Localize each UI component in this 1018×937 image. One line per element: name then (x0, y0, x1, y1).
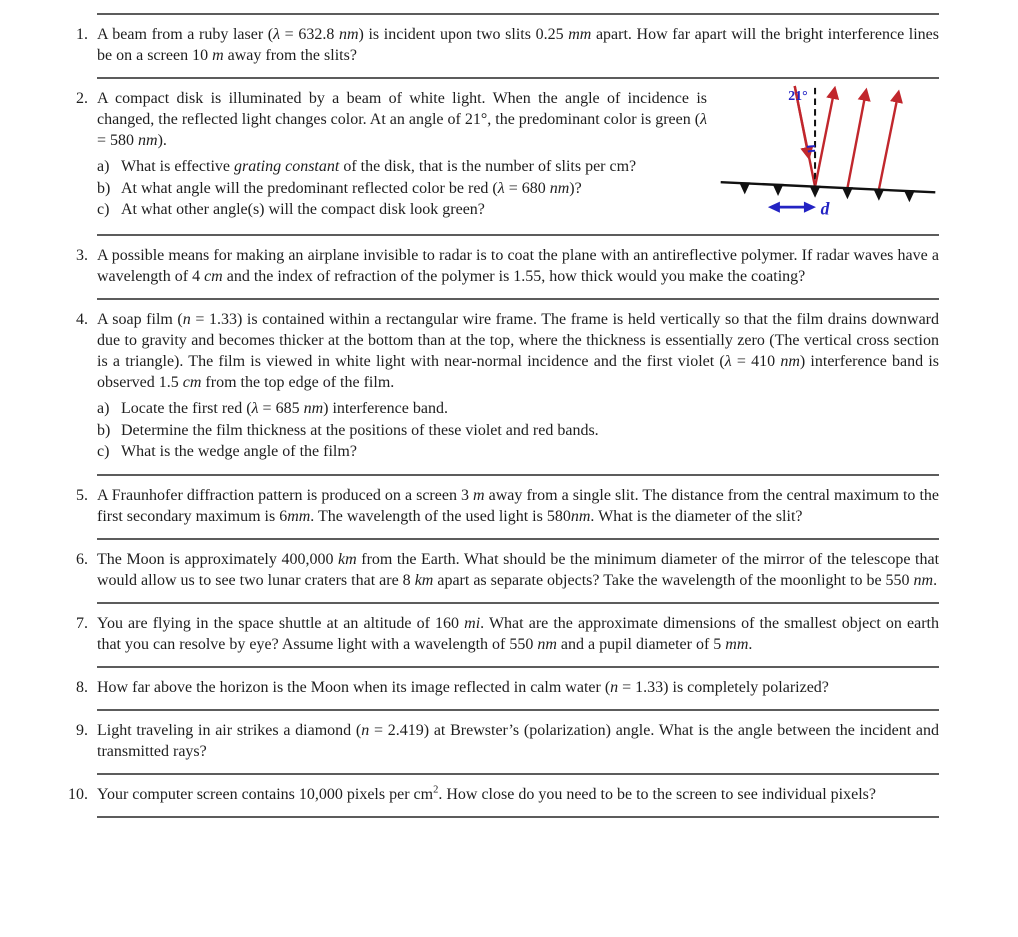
text-segment: ) is incident upon two slits 0.25 (358, 26, 569, 43)
subitem-text (121, 199, 485, 221)
problem-text (97, 245, 939, 287)
reflected-ray-1 (815, 90, 834, 187)
text-segment: A Fraunhofer diffraction pattern is produced on a screen 3 (97, 486, 474, 504)
cd-diagram (717, 84, 939, 223)
text-segment: A soap film ( (97, 311, 183, 328)
text-segment: km (338, 550, 357, 568)
text-segment: Light traveling in air strikes a diamond ( (97, 721, 362, 739)
reflected-ray-2 (847, 92, 866, 189)
subitem-a (97, 156, 707, 178)
problem-text (97, 309, 939, 393)
problem-text (97, 549, 939, 591)
subitem-b (97, 420, 939, 442)
divider-rule (97, 816, 939, 818)
text-segment: At what angle will the predominant reflected color be red ( (121, 179, 498, 197)
subitem-text (121, 398, 448, 420)
problem-8 (64, 668, 939, 709)
problem-4 (64, 300, 939, 474)
cd-grating-svg (717, 84, 939, 223)
subitem-a (97, 398, 939, 420)
problem-number: 4. (76, 311, 88, 328)
reflected-ray-3 (879, 93, 898, 189)
groove-triangle-6 (904, 190, 915, 202)
problem-content (97, 720, 939, 762)
problem-content (97, 309, 939, 463)
problem-number: 7. (76, 614, 88, 632)
text-segment: away from the slits? (223, 47, 357, 64)
text-segment: of the disk, that is the number of slits per cm? (339, 158, 637, 175)
text-segment: mm (287, 507, 311, 525)
text-segment: nm (913, 571, 934, 589)
spacing-arrow-left-head (768, 202, 780, 213)
spacing-arrow-right-head (804, 202, 816, 213)
text-segment: cm (204, 268, 223, 285)
problem-content (97, 245, 939, 287)
text-segment: λ (700, 111, 708, 128)
text-segment: = 680 (504, 179, 550, 197)
text-segment: = 1.33) is contained within a rectangular wire frame. The frame is held vertically so that the film drains downward due to gravity and becomes thicker at the bottom than at the top, where the thickness is essentially zero (The vertical cross section is a triangle). The film is viewed in white light with near-normal incidence and the first violet ( (97, 311, 939, 370)
text-segment: You are flying in the space shuttle at an altitude of 160 (97, 614, 465, 632)
problem-number: 5. (76, 486, 88, 504)
subitem-c (97, 199, 707, 221)
text-segment: = 1.33) is completely polarized? (618, 678, 829, 696)
text-segment: What is effective (121, 158, 234, 175)
text-segment: A compact disk is illuminated by a beam of white light. When the angle of incidence is changed, the reflected light changes color. At an angle of 21°, the predominant color is green ( (97, 90, 707, 128)
text-segment: mm (568, 26, 592, 43)
text-segment: nm (549, 179, 570, 197)
groove-triangle-3 (810, 186, 821, 198)
text-segment: grating constant (233, 158, 340, 175)
subitem-label: b) (97, 421, 111, 439)
subitem-b (97, 178, 707, 200)
text-segment: ) interference band. (323, 400, 448, 417)
groove-triangle-5 (873, 189, 884, 201)
text-segment: = 580 (97, 132, 139, 149)
problem-text (97, 88, 707, 151)
text-segment: from the top edge of the film. (201, 374, 395, 391)
problem-with-diagram-row (97, 88, 939, 223)
text-segment: apart. How far apart will the bright interference lines be on a screen 10 (97, 26, 940, 64)
text-segment: and the index of refraction of the polymer is 1.55, how thick would you make the coating? (222, 268, 806, 285)
text-segment: = 632.8 (280, 26, 339, 43)
text-segment: λ (724, 353, 732, 370)
text-segment: apart as separate objects? Take the wavelength of the moonlight to be 550 (433, 571, 914, 589)
problem-2 (64, 79, 939, 234)
text-segment: away from a single slit. The distance from the central maximum to the first secondary maximum is 6 (97, 486, 940, 525)
text-segment: mm (725, 635, 749, 653)
problem-7 (64, 604, 939, 666)
problem-1 (64, 15, 939, 77)
grating-surface (721, 182, 936, 192)
problem-9 (64, 711, 939, 773)
text-segment: nm (303, 400, 324, 417)
text-segment: n (182, 311, 191, 328)
text-segment: nm (138, 132, 158, 149)
problem-text (97, 720, 939, 762)
text-segment: A possible means for making an airplane invisible to radar is to coat the plane with an antireflective polymer. If radar waves have a wavelength of 4 (97, 247, 939, 285)
subitem-label: b) (97, 179, 111, 197)
text-segment: = 685 (258, 400, 304, 417)
problem-text-column (97, 88, 717, 221)
problem-number: 3. (76, 247, 88, 264)
text-segment: = 410 (731, 353, 781, 370)
groove-triangle-4 (842, 187, 853, 199)
text-segment: Locate the first red ( (121, 400, 252, 417)
text-segment: m (473, 486, 485, 504)
subitem-text (121, 420, 599, 442)
text-segment: Determine the film thickness at the positions of these violet and red bands. (121, 421, 599, 439)
text-segment: . (933, 571, 938, 589)
text-segment: n (361, 721, 370, 739)
angle-label: 21° (788, 88, 808, 104)
text-segment: Your computer screen contains 10,000 pixels per cm (97, 785, 434, 803)
text-segment: 2 (433, 784, 439, 796)
text-segment: nm (780, 353, 800, 370)
problem-content (97, 784, 939, 805)
subitem-text (121, 156, 636, 178)
text-segment: λ (251, 400, 259, 417)
problem-content (97, 677, 939, 698)
problem-number: 8. (76, 678, 88, 696)
text-segment: cm (182, 374, 202, 391)
problem-content (97, 24, 939, 66)
groove-triangle-1 (739, 182, 750, 194)
subitem-c (97, 441, 939, 463)
text-segment: λ (497, 179, 505, 197)
text-segment: nm (570, 507, 591, 525)
subitems-list (97, 398, 939, 463)
text-segment: The Moon is approximately 400,000 (97, 550, 339, 568)
problem-text (97, 677, 939, 698)
angle-arc-inner (808, 151, 815, 152)
text-segment: . How close do you need to be to the screen to see individual pixels? (438, 785, 876, 803)
groove-triangle-2 (773, 184, 784, 196)
problem-number: 9. (76, 721, 88, 739)
problem-text (97, 485, 939, 527)
problem-content (97, 88, 939, 223)
problem-text (97, 784, 939, 805)
text-segment: nm (338, 26, 359, 43)
problem-content (97, 549, 939, 591)
text-segment: . What are the approximate dimensions of the smallest object on earth that you can resolve by eye? Assume light with a wavelength of 550 (97, 614, 939, 653)
d-label: d (820, 198, 830, 219)
problem-6 (64, 540, 939, 602)
text-segment: λ (273, 26, 281, 43)
text-segment: A beam from a ruby laser ( (97, 26, 274, 43)
text-segment: from the Earth. What should be the minimum diameter of the mirror of the telescope that would allow us to see two lunar craters that are 8 (97, 550, 940, 589)
text-segment: )? (569, 179, 582, 197)
problem-number: 2. (76, 90, 88, 107)
text-segment: . What is the diameter of the slit? (590, 507, 803, 525)
subitem-label: c) (97, 443, 110, 460)
problem-number: 6. (76, 550, 88, 568)
text-segment: At what other angle(s) will the compact disk look green? (121, 201, 485, 218)
problem-content (97, 613, 939, 655)
text-segment: = 2.419) at Brewster’s (polarization) angle. What is the angle between the incident and transmitted rays? (97, 721, 940, 760)
problem-content (97, 485, 939, 527)
problem-text (97, 613, 939, 655)
subitem-label: a) (97, 158, 110, 175)
angle-arc-outer (807, 146, 815, 147)
subitem-text (121, 178, 582, 200)
subitems-list (97, 156, 707, 221)
subitem-label: c) (97, 201, 110, 218)
problem-3 (64, 236, 939, 298)
text-segment: n (610, 678, 619, 696)
text-segment: ). (157, 132, 167, 149)
text-segment: . (748, 635, 753, 653)
problem-number: 10. (68, 785, 88, 803)
problem-5 (64, 476, 939, 538)
text-segment: km (414, 571, 434, 589)
text-segment: What is the wedge angle of the film? (121, 443, 357, 460)
text-segment: How far above the horizon is the Moon when its image reflected in calm water ( (97, 678, 611, 696)
text-segment: . The wavelength of the used light is 580 (310, 507, 571, 525)
subitem-text (121, 441, 357, 463)
text-segment: nm (537, 635, 557, 653)
problem-text (97, 24, 939, 66)
problem-number: 1. (76, 26, 88, 43)
text-segment: m (212, 47, 224, 64)
text-segment: mi (464, 614, 481, 632)
problem-10 (64, 775, 939, 816)
text-segment: ) interference band is observed 1.5 (97, 353, 939, 391)
subitem-label: a) (97, 400, 110, 417)
text-segment: and a pupil diameter of 5 (556, 635, 726, 653)
